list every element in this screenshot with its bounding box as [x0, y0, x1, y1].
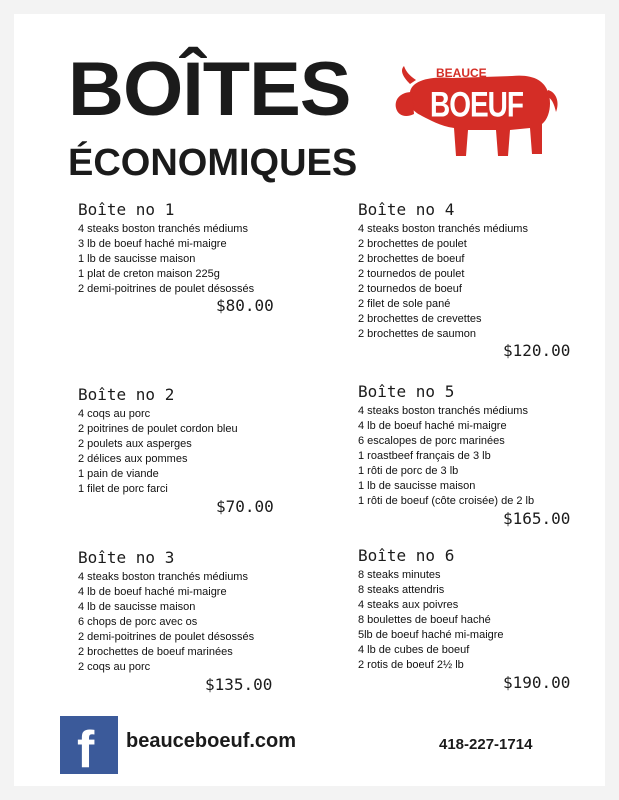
page-subtitle: ÉCONOMIQUES: [68, 142, 358, 184]
phone-number[interactable]: 418-227-1714: [439, 736, 533, 753]
list-item: 2 poitrines de poulet cordon bleu: [78, 423, 238, 435]
list-item: 1 lb de saucisse maison: [358, 480, 476, 492]
list-item: 2 brochettes de boeuf marinées: [78, 646, 233, 658]
box-title: Boîte no 1: [78, 200, 175, 219]
box-3: [78, 548, 318, 675]
list-item: 4 coqs au porc: [78, 408, 151, 420]
list-item: 3 lb de boeuf haché mi-maigre: [78, 238, 227, 250]
list-item: 2 demi-poitrines de poulet désossés: [78, 631, 255, 643]
list-item: 1 rôti de boeuf (côte croisée) de 2 lb: [358, 495, 535, 507]
box-2: [78, 385, 318, 497]
logo-beauce-text: BEAUCE: [436, 66, 487, 80]
list-item: 1 filet de porc farci: [78, 483, 168, 495]
list-item: 2 rotis de boeuf 2½ lb: [358, 659, 464, 671]
box-title: Boîte no 2: [78, 385, 175, 404]
facebook-icon[interactable]: f: [60, 716, 118, 774]
box-6: [358, 546, 598, 673]
list-item: 1 lb de saucisse maison: [78, 253, 196, 265]
box-title: Boîte no 3: [78, 548, 175, 567]
list-item: 2 poulets aux asperges: [78, 438, 192, 450]
list-item: 2 brochettes de boeuf: [358, 253, 465, 265]
list-item: 2 tournedos de poulet: [358, 268, 465, 280]
box-5-price: $165.00: [503, 509, 571, 528]
box-4-price: $120.00: [503, 341, 571, 360]
list-item: 1 rôti de porc de 3 lb: [358, 465, 459, 477]
list-item: 2 délices aux pommes: [78, 453, 188, 465]
box-6-price: $190.00: [503, 673, 571, 692]
website-link[interactable]: beauceboeuf.com: [126, 730, 297, 752]
list-item: 8 steaks attendris: [358, 584, 445, 596]
list-item: 4 steaks boston tranchés médiums: [78, 571, 248, 583]
box-title: Boîte no 6: [358, 546, 455, 565]
page-title: BOÎTES: [68, 47, 351, 132]
box-title: Boîte no 4: [358, 200, 455, 219]
beauce-boeuf-logo: [392, 62, 562, 166]
list-item: 4 steaks aux poivres: [358, 599, 459, 611]
list-item: 1 roastbeef français de 3 lb: [358, 450, 491, 462]
list-item: 4 lb de boeuf haché mi-maigre: [358, 420, 507, 432]
box-items: [78, 407, 318, 497]
list-item: 1 plat de creton maison 225g: [78, 268, 220, 280]
list-item: 2 demi-poitrines de poulet désossés: [78, 283, 255, 295]
list-item: 4 steaks boston tranchés médiums: [358, 223, 528, 235]
list-item: 2 brochettes de poulet: [358, 238, 467, 250]
list-item: 4 steaks boston tranchés médiums: [78, 223, 248, 235]
box-items: [78, 570, 318, 675]
box-title: Boîte no 5: [358, 382, 455, 401]
box-1: [78, 200, 318, 297]
list-item: 4 lb de cubes de boeuf: [358, 644, 470, 656]
box-1-price: $80.00: [216, 296, 274, 315]
list-item: 6 escalopes de porc marinées: [358, 435, 505, 447]
list-item: 1 pain de viande: [78, 468, 159, 480]
list-item: 4 lb de saucisse maison: [78, 601, 196, 613]
list-item: 5lb de boeuf haché mi-maigre: [358, 629, 504, 641]
box-items: [358, 568, 598, 673]
list-item: 8 steaks minutes: [358, 569, 441, 581]
box-items: [358, 404, 598, 509]
list-item: 2 filet de sole pané: [358, 298, 451, 310]
box-5: [358, 382, 598, 509]
box-4: [358, 200, 598, 342]
list-item: 2 brochettes de saumon: [358, 328, 477, 340]
list-item: 2 coqs au porc: [78, 661, 151, 673]
list-item: 4 steaks boston tranchés médiums: [358, 405, 528, 417]
logo-boeuf-text: BOEUF: [430, 85, 523, 124]
box-3-price: $135.00: [205, 675, 273, 694]
list-item: 4 lb de boeuf haché mi-maigre: [78, 586, 227, 598]
list-item: 6 chops de porc avec os: [78, 616, 198, 628]
box-items: [358, 222, 598, 342]
list-item: 8 boulettes de boeuf haché: [358, 614, 491, 626]
box-2-price: $70.00: [216, 497, 274, 516]
list-item: 2 brochettes de crevettes: [358, 313, 482, 325]
box-items: [78, 222, 318, 297]
list-item: 2 tournedos de boeuf: [358, 283, 462, 295]
